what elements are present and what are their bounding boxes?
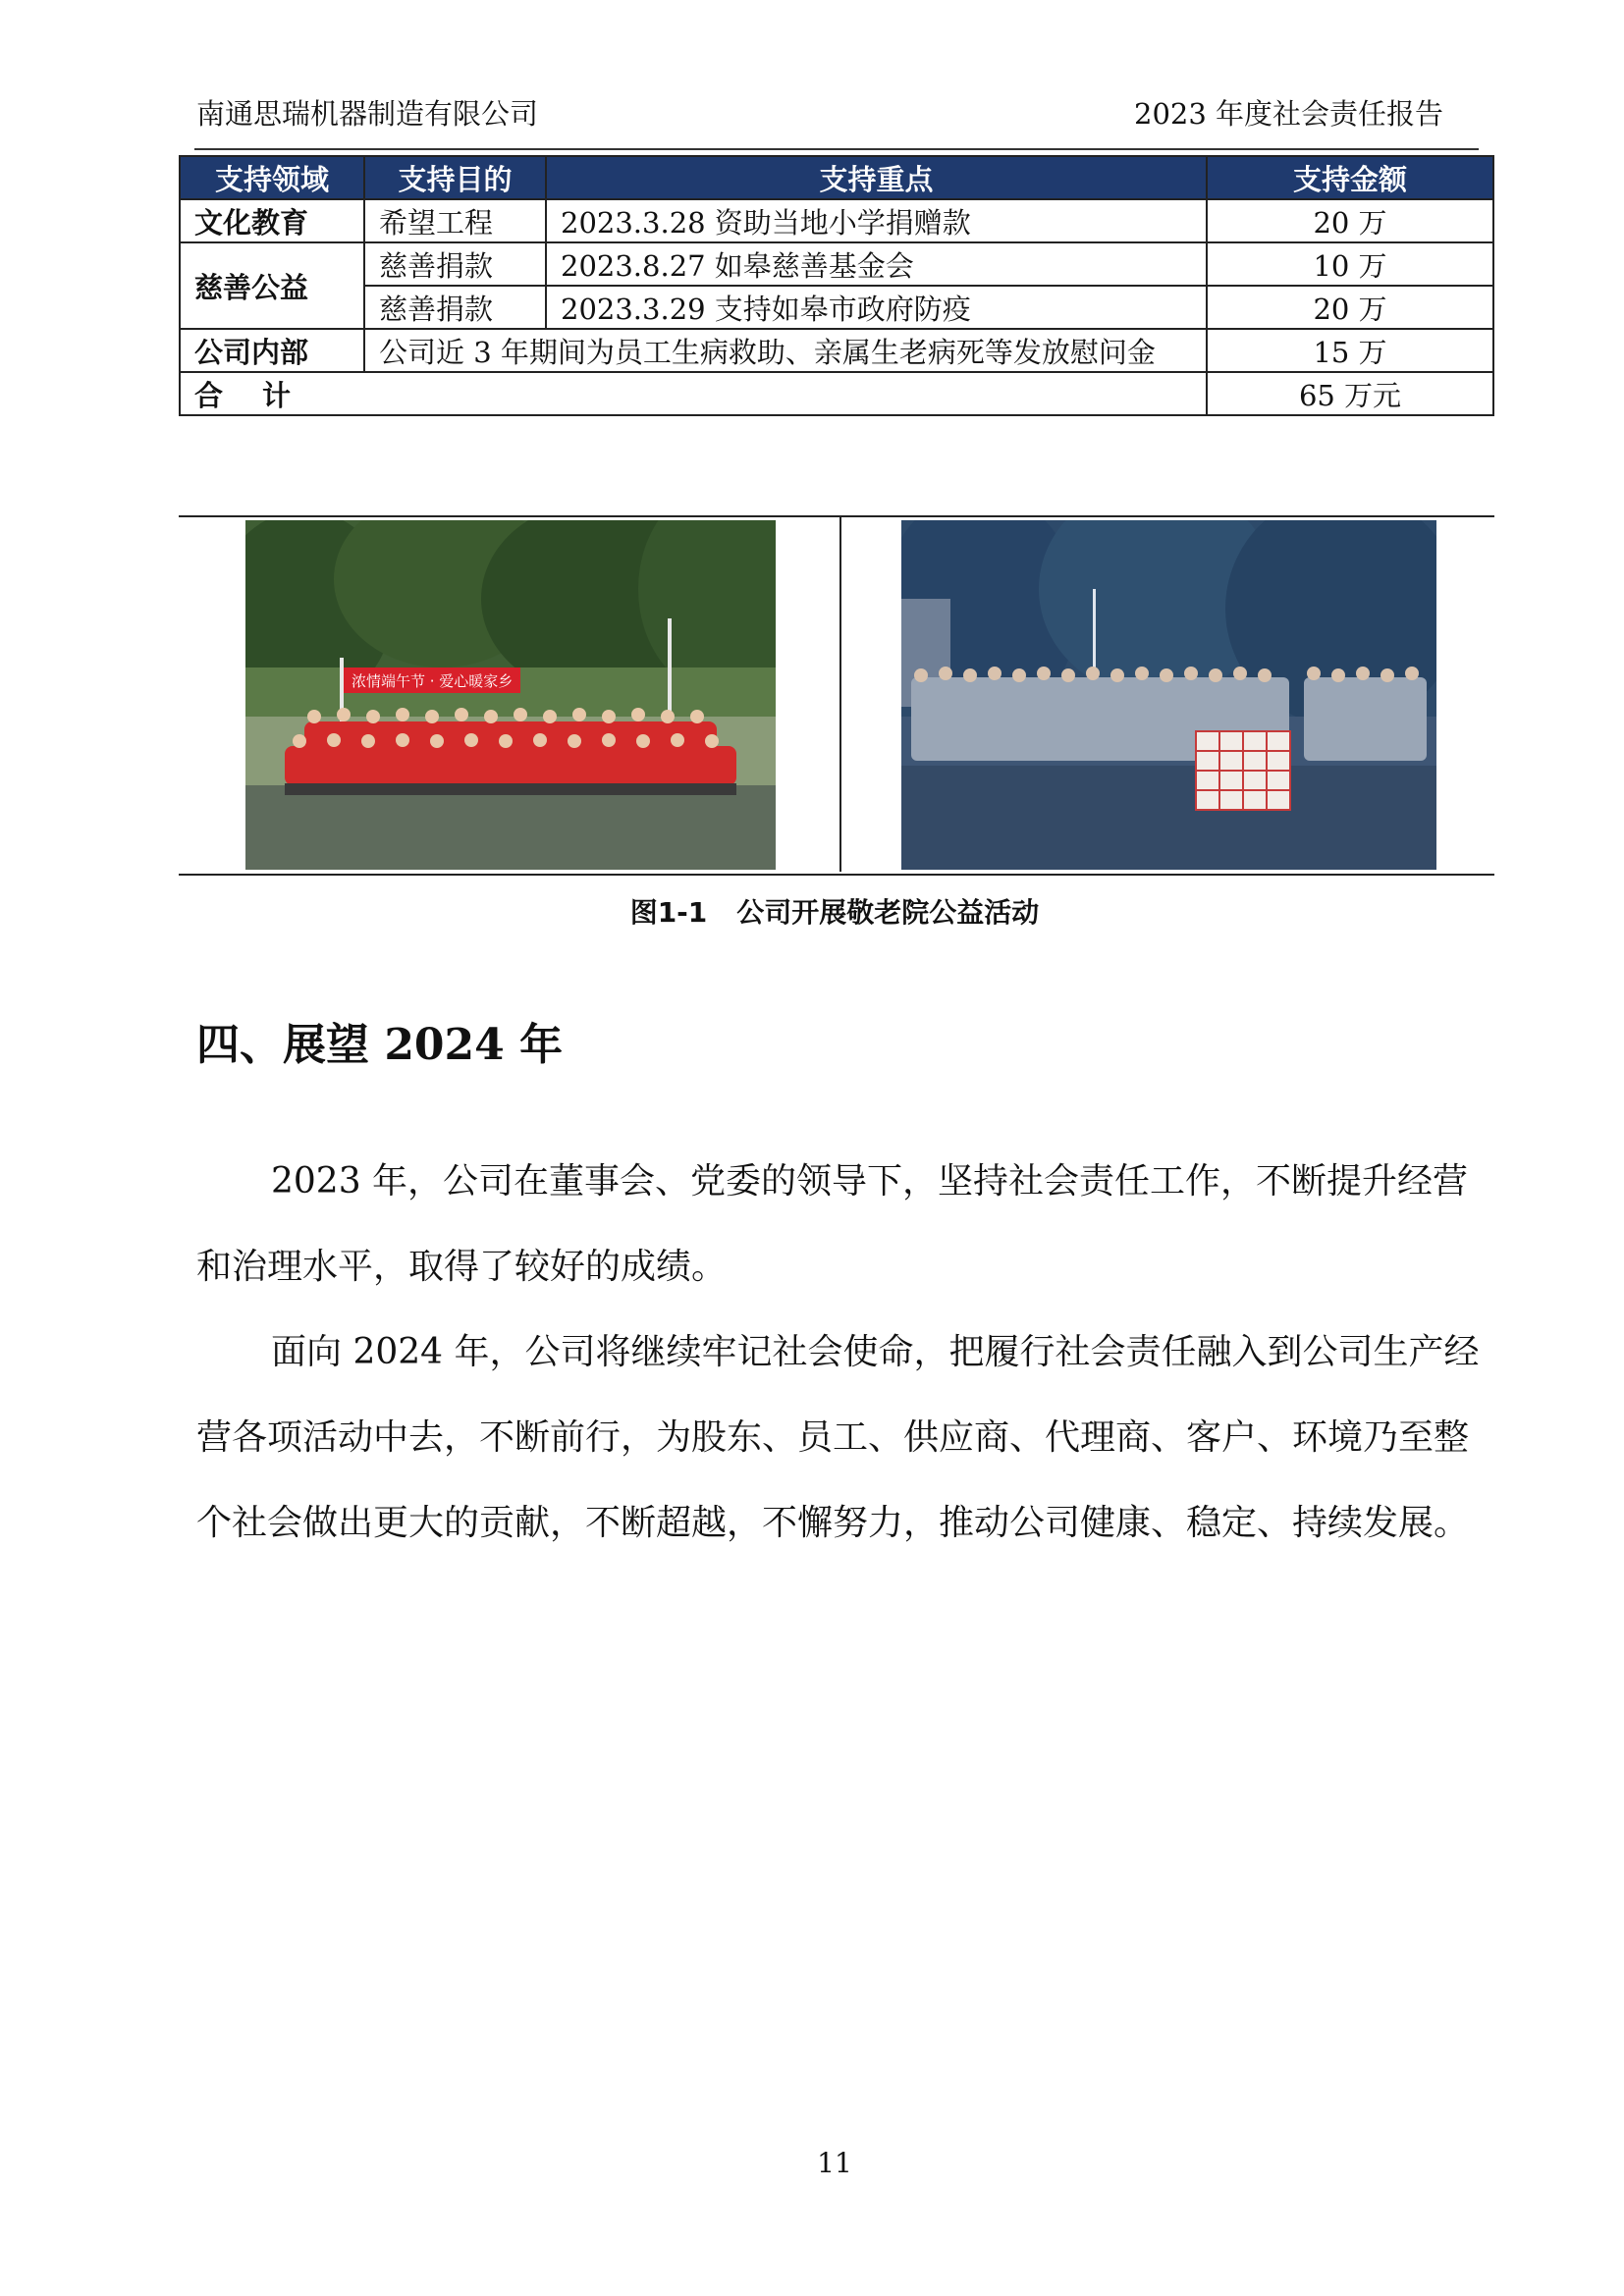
paragraph: 面向 2024 年，公司将继续牢记社会使命，把履行社会责任融入到公司生产经营各项活动中去，不断前行，为股东、员工、供应商、代理商、客户、环境乃至整个社会做出更大的贡献，不断超越，不懈努力，推动公司健康、稳定、持续发展。: [196, 1332, 1480, 1543]
table-row: [180, 242, 1493, 286]
col-header-focus: 支持重点: [546, 156, 1207, 199]
cell-focus: 2023.8.27 如皋慈善基金会: [546, 242, 1207, 286]
page-number: 11: [817, 2147, 852, 2179]
cell-focus: 2023.3.29 支持如皋市政府防疫: [546, 286, 1207, 329]
table-row: [180, 199, 1493, 242]
section-title: 四、展望 2024 年: [196, 1020, 564, 1070]
cell-area: 公司内部: [180, 329, 364, 372]
cell-area: 文化教育: [180, 199, 364, 242]
total-label: 合计: [180, 372, 1207, 415]
cell-amount: 15 万: [1207, 329, 1493, 372]
table-row: [180, 329, 1493, 372]
cell-area: 慈善公益: [180, 242, 364, 329]
figure-caption: [0, 891, 1624, 931]
figure-number: 图1-1: [629, 896, 708, 929]
cell-amount: 10 万: [1207, 242, 1493, 286]
photo-divider: [839, 515, 841, 872]
cell-purpose: 慈善捐款: [364, 242, 546, 286]
col-header-purpose: 支持目的: [364, 156, 546, 199]
support-table: [179, 155, 1494, 416]
table-row: [180, 286, 1493, 329]
figure-caption-text: 公司开展敬老院公益活动: [736, 896, 1040, 929]
cell-focus: 公司近 3 年期间为员工生病救助、亲属生老病死等发放慰问金: [364, 329, 1207, 372]
cell-amount: 20 万: [1207, 286, 1493, 329]
cell-focus: 2023.3.28 资助当地小学捐赠款: [546, 199, 1207, 242]
photo-illustration-1: [245, 520, 776, 870]
col-header-area: 支持领域: [180, 156, 364, 199]
header-report-title: 2023 年度社会责任报告: [1134, 97, 1444, 131]
banner-text: 浓情端午节 · 爱心暖家乡: [352, 672, 514, 690]
photo-elderly-group-red: [245, 520, 776, 870]
cell-amount: 20 万: [1207, 199, 1493, 242]
photo-illustration-2: [901, 520, 1436, 870]
table-header-row: [180, 156, 1493, 199]
table-total-row: [180, 372, 1493, 415]
header-rule: [194, 148, 1479, 150]
cell-purpose: 希望工程: [364, 199, 546, 242]
photo-elderly-group-gifts: [901, 520, 1436, 870]
col-header-amount: 支持金额: [1207, 156, 1493, 199]
header-company: 南通思瑞机器制造有限公司: [196, 97, 539, 131]
cell-purpose: 慈善捐款: [364, 286, 546, 329]
total-amount: 65 万元: [1207, 372, 1493, 415]
paragraph: 2023 年，公司在董事会、党委的领导下，坚持社会责任工作，不断提升经营和治理水平，取得了较好的成绩。: [196, 1161, 1469, 1287]
